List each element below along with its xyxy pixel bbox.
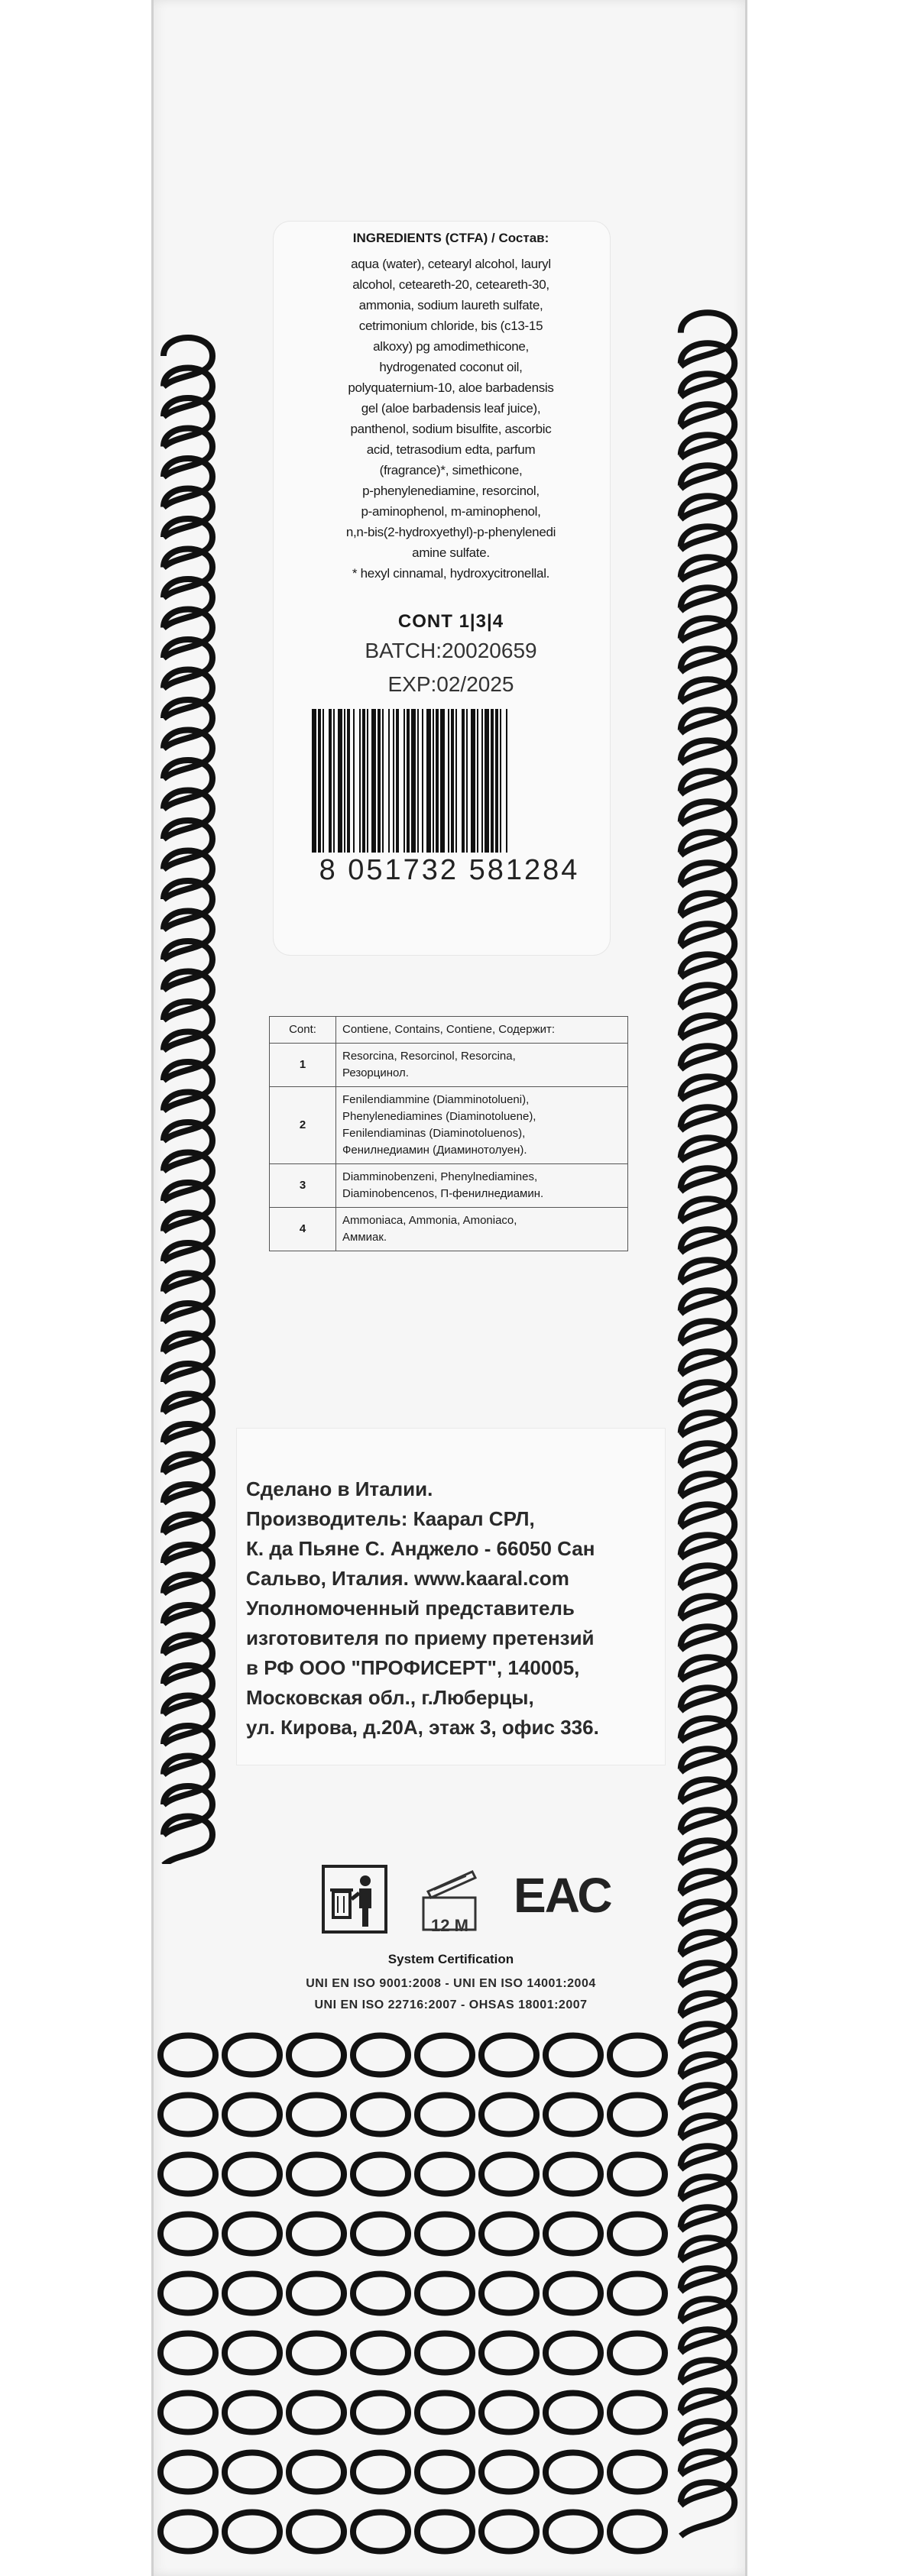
right-loop-pattern [673,0,741,2576]
ingredient-line: cetrimonium chloride, bis (c13-15 [358,319,543,333]
pattern-loop [289,2274,344,2313]
pattern-loop [417,2393,472,2432]
pattern-loop [610,2095,665,2134]
pattern-loop [225,2334,280,2373]
pattern-loop [681,1932,734,1985]
pattern-loop [225,2095,280,2134]
barcode-bar [338,709,342,853]
batch-number: BATCH:20020659 [365,639,537,662]
pattern-loop [681,1504,734,1558]
pattern-loop [681,1779,734,1833]
pattern-loop [681,1718,734,1772]
pattern-loop [681,1046,734,1099]
left-loop-pattern [157,0,219,1864]
pattern-loop [289,2393,344,2432]
pattern-loop [289,2453,344,2492]
pattern-loop [546,2215,601,2254]
pattern-loop [417,2095,472,2134]
pattern-loop [481,2393,536,2432]
pattern-loop [160,2513,216,2552]
pattern-loop [225,2453,280,2492]
pattern-loop [681,1168,734,1222]
barcode-bar [367,709,368,853]
barcode-bar [382,709,384,853]
cell-line: Аммиак. [342,1231,387,1244]
pao-label: 12 M [431,1916,468,1935]
pattern-loop [681,1535,734,1588]
eac-icon: ЕАС [514,1868,611,1923]
pattern-loop [417,2513,472,2552]
pattern-loop [681,985,734,1038]
cell-line: Phenylenediamines (Diaminotoluene), [342,1110,536,1123]
pattern-loop [681,2299,734,2352]
trash-bin-person-icon [321,1864,388,1934]
pattern-loop [681,1443,734,1497]
pattern-loop [681,2176,734,2230]
table-cell-text [336,1164,628,1208]
bottom-loop-pattern [157,2032,677,2576]
barcode-bar [318,709,321,853]
cell-line: Fenilendiammine (Diamminotolueni), [342,1093,530,1106]
pattern-loop [417,2334,472,2373]
pattern-loop [164,338,212,387]
pattern-loop [610,2453,665,2492]
ingredients-list [306,254,596,584]
pattern-loop [160,2274,216,2313]
pattern-loop [610,2274,665,2313]
certification-line: UNI EN ISO 22716:2007 - OHSAS 18001:2007 [314,1998,588,2011]
pattern-loop [289,2334,344,2373]
info-line: в РФ ООО "ПРОФИСЕРТ", 140005, [246,1656,580,1679]
pattern-loop [681,1260,734,1313]
ingredient-line: n,n-bis(2-hydroxyethyl)-p-phenylenedi [345,525,556,539]
pattern-loop [681,435,734,488]
pattern-loop [160,2095,216,2134]
pattern-loop [681,1657,734,1710]
pattern-loop [681,862,734,916]
pattern-loop [481,2334,536,2373]
pattern-loop [681,954,734,1008]
cont-code: CONT 1|3|4 [397,611,504,632]
pattern-loop [417,2453,472,2492]
pattern-loop [681,1596,734,1649]
table-cell-number: 4 [270,1208,336,1251]
pattern-loop [225,2215,280,2254]
pattern-loop [546,2513,601,2552]
pattern-loop [546,2274,601,2313]
pattern-loop [160,2334,216,2373]
ingredient-line: amine sulfate. [412,545,490,560]
info-line: Московская обл., г.Люберцы, [246,1686,534,1709]
pattern-loop [681,2146,734,2199]
pattern-loop [481,2513,536,2552]
pattern-loop [681,1688,734,1741]
pattern-loop [225,2513,280,2552]
pattern-loop [681,465,734,519]
pattern-loop [160,2215,216,2254]
pattern-loop [681,1076,734,1130]
ingredient-line: alcohol, ceteareth-20, ceteareth-30, [352,277,549,292]
cell-line: Ammoniaca, Ammonia, Amoniaco, [342,1214,517,1227]
table-cell-number: 1 [270,1044,336,1087]
ingredient-line: polyquaternium-10, aloe barbadensis [348,380,554,395]
table-cell-number: 2 [270,1087,336,1164]
pattern-loop [681,1229,734,1283]
pattern-loop [417,2274,472,2313]
info-line: Производитель: Каарал СРЛ, [246,1507,535,1530]
pattern-loop [681,832,734,885]
table-row [270,1044,628,1087]
barcode-bar [506,709,507,853]
pattern-loop [681,1749,734,1802]
pattern-loop [681,2390,734,2444]
barcode-bar [322,709,324,853]
pattern-loop [417,2215,472,2254]
ingredient-line: p-phenylenediamine, resorcinol, [362,484,540,498]
table-header-cell: Cont: [270,1017,336,1044]
certification-line: UNI EN ISO 9001:2008 - UNI EN ISO 14001:2004 [306,1977,596,1990]
pattern-loop [681,1413,734,1466]
ingredient-line: ammonia, sodium laureth sulfate, [358,298,543,312]
pattern-loop [681,496,734,549]
pattern-loop [681,557,734,610]
pattern-loop [681,374,734,427]
barcode-bar [329,709,332,853]
pattern-loop [681,2421,734,2474]
pattern-loop [681,587,734,641]
pattern-loop [546,2155,601,2194]
pattern-loop [225,2274,280,2313]
pattern-loop [481,2274,536,2313]
pattern-loop [481,2036,536,2075]
cell-line: Resorcina, Resorcinol, Resorcina, [342,1050,516,1063]
info-line: изготовителя по приему претензий [246,1626,595,1649]
table-row [270,1087,628,1164]
info-line: К. да Пьяне С. Анджело - 66050 Сан [246,1537,595,1560]
barcode-bar [500,709,501,853]
barcode-bar [491,709,494,853]
pattern-loop [681,2360,734,2413]
barcode-bar [371,709,376,853]
pattern-loop [681,1351,734,1405]
barcode-bar [417,709,419,853]
pattern-loop [681,2085,734,2138]
pattern-loop [681,404,734,458]
pattern-loop [353,2274,408,2313]
barcode-bar [388,709,390,853]
barcode-bar [471,709,475,853]
barcode-bar [455,709,457,853]
pattern-loop [417,2036,472,2075]
pattern-loop [681,1993,734,2047]
pattern-loop [481,2155,536,2194]
pattern-loop [681,1321,734,1374]
pattern-loop [481,2453,536,2492]
cell-line: Fenilendiaminas (Diaminotoluenos), [342,1127,526,1140]
pattern-loop [681,1626,734,1680]
barcode-bar [436,709,439,853]
barcode-bar [353,709,355,853]
barcode-bar [481,709,483,853]
pattern-loop [681,343,734,396]
pattern-loop [546,2393,601,2432]
pattern-loop [353,2453,408,2492]
pattern-loop [681,1015,734,1069]
pattern-loop [681,1138,734,1191]
barcode-bar [393,709,394,853]
pattern-loop [681,1810,734,1863]
pattern-loop [681,771,734,824]
cell-line: Резорцинол. [342,1066,409,1079]
carton-left-edge [151,0,154,2576]
pattern-loop [289,2095,344,2134]
pattern-loop [546,2095,601,2134]
pattern-loop [160,2155,216,2194]
pattern-loop [225,2393,280,2432]
cell-line: Фенилнедиамин (Диаминотолуен). [342,1144,527,1157]
ingredients-title: INGREDIENTS (CTFA) / Состав: [352,231,549,245]
pattern-loop [546,2453,601,2492]
pattern-loop [681,1963,734,2016]
barcode-bar [448,709,449,853]
barcode-bar [312,709,316,853]
pattern-loop [681,2268,734,2322]
pattern-loop [353,2095,408,2134]
pattern-loop [160,2036,216,2075]
pattern-loop [610,2155,665,2194]
pattern-loop [681,1199,734,1252]
pattern-loop [681,1565,734,1619]
barcode-bar [466,709,468,853]
table-header-row [270,1017,628,1044]
pattern-loop [160,2393,216,2432]
barcode-bar [411,709,416,853]
pattern-loop [353,2334,408,2373]
barcode-bar [359,709,361,853]
pattern-loop [289,2036,344,2075]
pattern-loop [289,2155,344,2194]
pattern-loop [681,649,734,702]
barcode-bar [426,709,431,853]
pattern-loop [681,924,734,977]
pattern-loop [681,526,734,580]
barcode-number: 8 051732 581284 [319,854,580,886]
pattern-loop [681,2115,734,2169]
pattern-loop [610,2393,665,2432]
ingredient-line: gel (aloe barbadensis leaf juice), [361,401,541,416]
barcode-bar [433,709,434,853]
pattern-loop [353,2155,408,2194]
pattern-loop [681,1107,734,1160]
cell-line: Diaminobencenos, П-фенилнедиамин. [342,1187,544,1200]
pattern-loop [681,2238,734,2291]
barcode-bar [485,709,489,853]
pattern-loop [681,1382,734,1435]
pattern-loop [681,1840,734,1894]
pattern-loop [610,2215,665,2254]
pattern-loop [481,2095,536,2134]
barcode-bar [440,709,445,853]
barcode-bar [462,709,465,853]
pattern-loop [289,2215,344,2254]
info-line: Уполномоченный представитель [246,1597,575,1620]
pattern-loop [225,2155,280,2194]
ingredient-line: panthenol, sodium bisulfite, ascorbic [350,422,552,436]
pattern-loop [353,2215,408,2254]
pattern-loop [681,2207,734,2260]
ingredient-line: acid, tetrasodium edta, parfum [366,442,536,457]
table-header-cell: Contiene, Contains, Contiene, Содержит: [336,1017,628,1044]
pattern-loop [610,2036,665,2075]
pattern-loop [681,710,734,763]
pattern-loop [681,312,734,366]
pattern-loop [481,2215,536,2254]
ingredient-line: * hexyl cinnamal, hydroxycitronellal. [352,566,550,581]
barcode-bar [404,709,405,853]
pattern-loop [681,2054,734,2108]
pattern-loop [681,2451,734,2505]
barcode-bar [407,709,410,853]
pattern-loop [353,2036,408,2075]
table-row [270,1164,628,1208]
ingredient-line: p-aminophenol, m-aminophenol, [361,504,541,519]
table-cell-number: 3 [270,1164,336,1208]
pattern-loop [681,679,734,733]
pattern-loop [681,740,734,794]
barcode-bar [451,709,454,853]
expiry-date: EXP:02/2025 [387,672,514,696]
pattern-loop [353,2393,408,2432]
contains-table [269,1016,628,1251]
ingredient-line: hydrogenated coconut oil, [379,360,523,374]
pattern-loop [681,801,734,855]
pattern-loop [681,1290,734,1344]
table-cell-text [336,1087,628,1164]
barcode-bar [396,709,399,853]
pattern-loop [681,1474,734,1527]
table-cell-text [336,1044,628,1087]
info-line: Сделано в Италии. [246,1477,433,1500]
barcode-bar [333,709,335,853]
info-line: Сальво, Италия. www.kaaral.com [246,1567,569,1590]
cell-line: Diamminobenzeni, Phenylnediamines, [342,1170,538,1183]
ingredient-line: aqua (water), cetearyl alcohol, lauryl [351,257,551,271]
pattern-loop [353,2513,408,2552]
pattern-loop [546,2334,601,2373]
barcode [309,709,604,853]
manufacturer-info [246,1474,659,1743]
pattern-loop [681,2329,734,2383]
pattern-loop [610,2334,665,2373]
pattern-loop [681,1871,734,1924]
pattern-loop [546,2036,601,2075]
barcode-bar [422,709,423,853]
barcode-bar [495,709,498,853]
barcode-bar [378,709,381,853]
pattern-loop [225,2036,280,2075]
pattern-loop [681,618,734,672]
pattern-loop [681,2482,734,2536]
barcode-bar [344,709,345,853]
barcode-bar [347,709,350,853]
ingredient-line: alkoxy) pg amodimethicone, [373,339,529,354]
pattern-loop [681,893,734,947]
certification-title: System Certification [387,1952,514,1966]
barcode-bar [477,709,478,853]
info-line: ул. Кирова, д.20А, этаж 3, офис 336. [246,1716,599,1739]
pattern-loop [289,2513,344,2552]
table-cell-text [336,1208,628,1251]
pattern-loop [681,1901,734,1955]
pattern-loop [160,2453,216,2492]
pattern-loop [417,2155,472,2194]
pattern-loop [681,2024,734,2077]
ingredient-line: (fragrance)*, simethicone, [379,463,523,477]
carton-right-edge [745,0,747,2576]
barcode-bar [362,709,365,853]
pattern-loop [610,2513,665,2552]
table-row [270,1208,628,1251]
